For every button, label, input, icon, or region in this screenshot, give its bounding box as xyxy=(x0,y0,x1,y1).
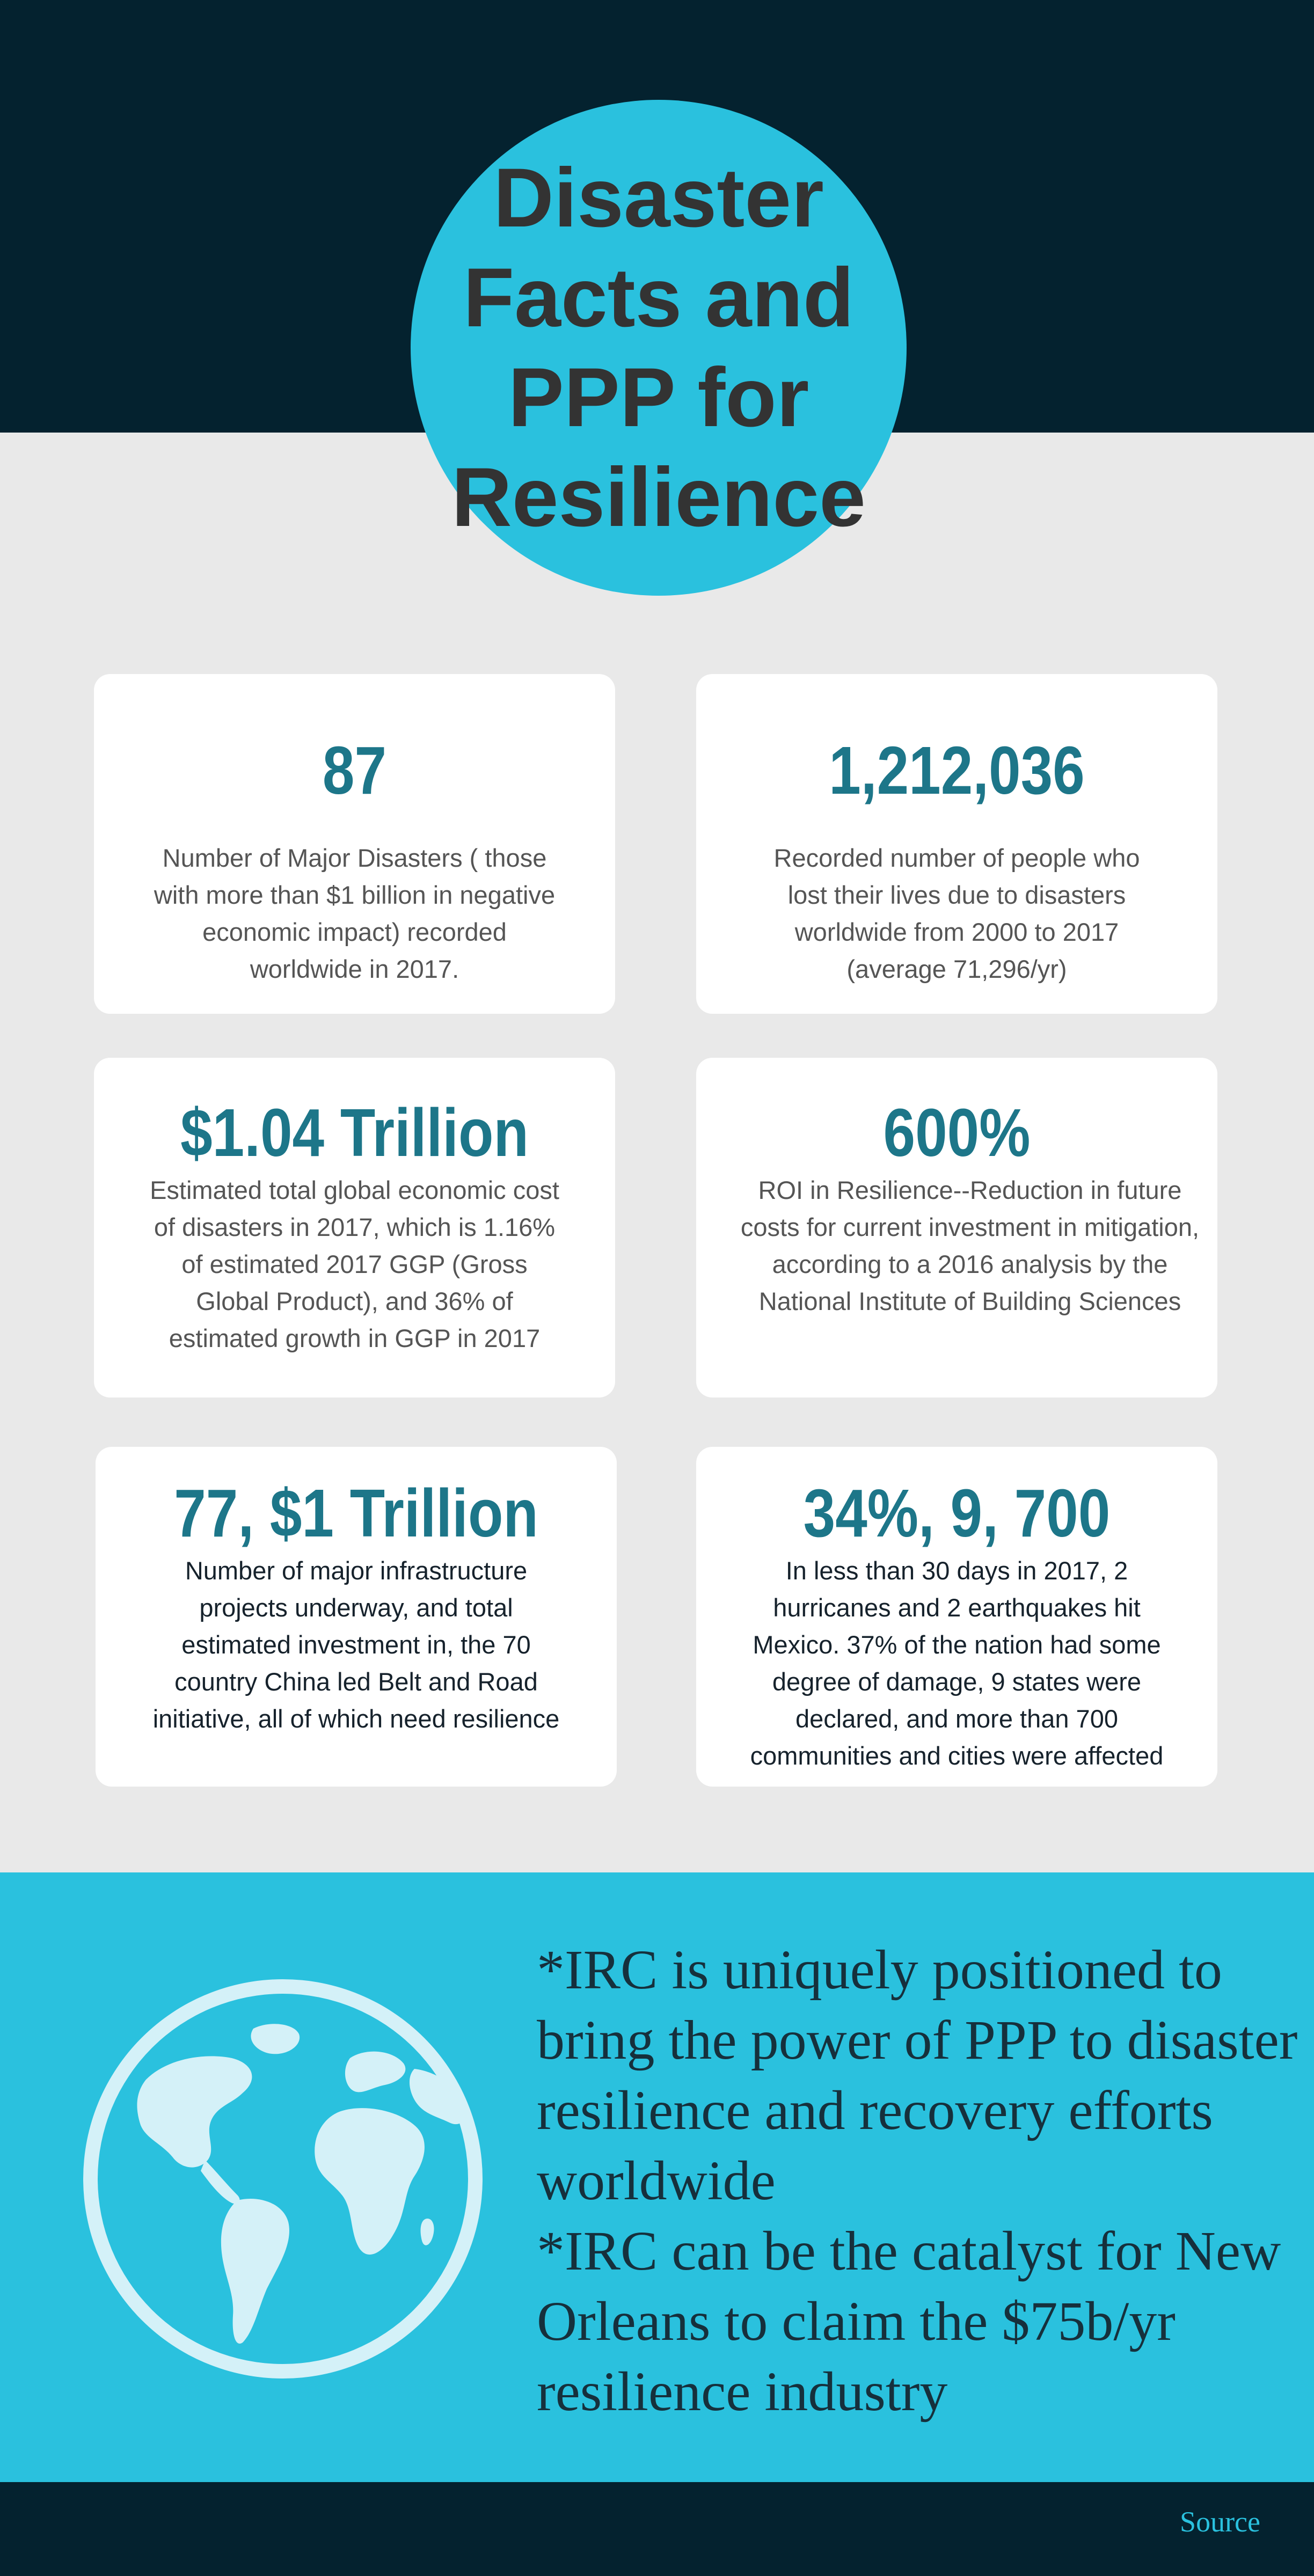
fact-stat: 77, $1 Trillion xyxy=(174,1475,538,1551)
fact-stat: 87 xyxy=(322,733,387,808)
fact-card-roi xyxy=(696,1058,1217,1397)
irc-statement xyxy=(537,1935,1299,2427)
fact-description: Recorded number of people who lost their lives due to disasters worldwide from 2000 to 2017 (average 71,296/yr) xyxy=(773,844,1140,983)
fact-card-economic-cost xyxy=(94,1058,615,1397)
fact-description: ROI in Resilience--Reduction in future costs for current investment in mitigation, according to a 2016 analysis by the National Institute of Building Sciences xyxy=(740,1176,1200,1315)
fact-card-belt-and-road xyxy=(96,1447,617,1787)
fact-card-lives-lost xyxy=(696,674,1217,1014)
fact-stat: $1.04 Trillion xyxy=(180,1095,529,1170)
fact-description: Estimated total global economic cost of disasters in 2017, which is 1.16% of estimated 2017 GGP (Gross Global Product), and 36% of estimated growth in GGP in 2017 xyxy=(150,1176,559,1352)
title-circle xyxy=(411,100,907,596)
fact-stat: 600% xyxy=(883,1095,1031,1170)
fact-description: Number of Major Disasters ( those with more than $1 billion in negative economic impact) recorded worldwide in 2017. xyxy=(154,844,556,983)
source-link[interactable]: Source xyxy=(1180,2506,1260,2538)
fact-stat: 34%, 9, 700 xyxy=(803,1475,1111,1551)
page-title: Disaster Facts and PPP for Resilience xyxy=(451,151,866,544)
fact-description: In less than 30 days in 2017, 2 hurricanes and 2 earthquakes hit Mexico. 37% of the nation had some degree of damage, 9 states were declared, and more than 700 communities and cities were affected xyxy=(750,1556,1164,1770)
irc-statement-catalyst: *IRC can be the catalyst for New Orleans to claim the $75b/yr resilience industry xyxy=(537,2220,1281,2423)
fact-card-major-disasters xyxy=(94,674,615,1014)
globe-icon xyxy=(82,1978,484,2380)
fact-description: Number of major infrastructure projects underway, and total estimated investment in, the 70 country China led Belt and Road initiative, all of which need resilience xyxy=(152,1556,560,1733)
irc-statement-positioned: *IRC is uniquely positioned to bring the power of PPP to disaster resilience and recovery efforts worldwide xyxy=(537,1939,1298,2212)
footer-band xyxy=(0,2482,1314,2576)
fact-stat: 1,212,036 xyxy=(829,733,1085,808)
fact-card-mexico xyxy=(696,1447,1217,1787)
